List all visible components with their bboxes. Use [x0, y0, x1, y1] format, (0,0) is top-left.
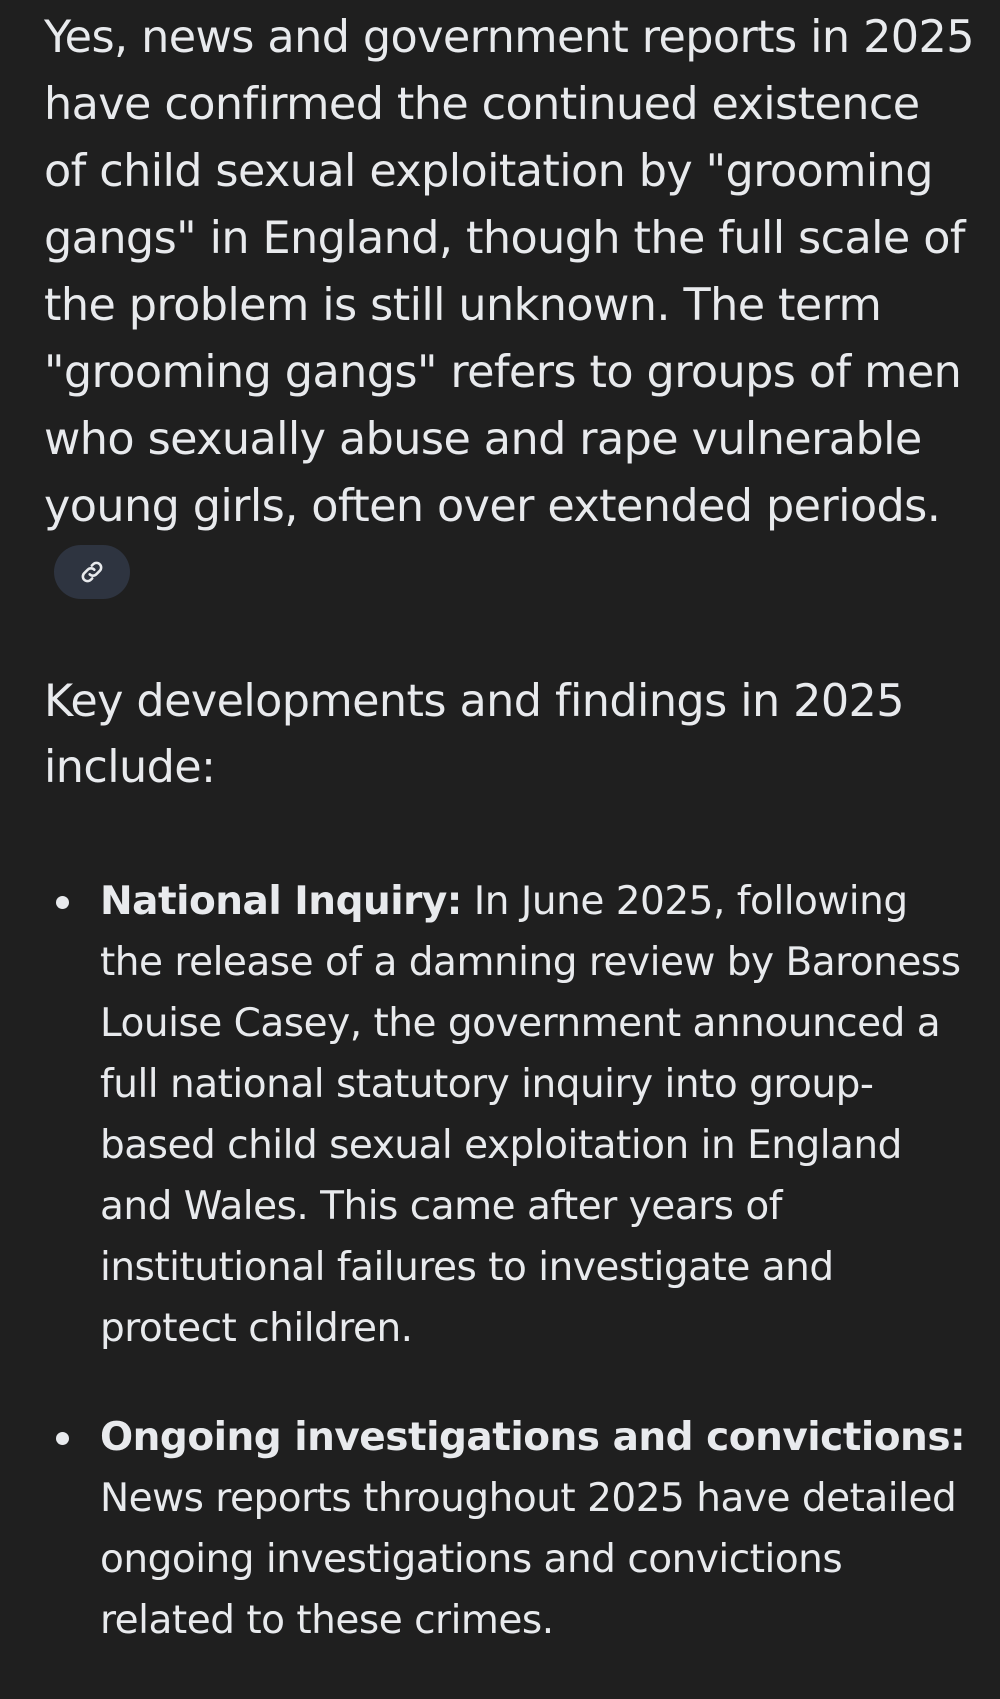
intro-text: Yes, news and government reports in 2025 have confirmed the continued existence of child sexual exploitation by "grooming gangs" in England, though the full scale of the problem is still unknown. The term "grooming gangs" refers to groups of men who sexually abuse and rape vulnerable young girls, often over extended periods.	[44, 12, 974, 532]
list-item-title: National Inquiry:	[100, 879, 462, 924]
list-item-text: News reports throughout 2025 have detailed ongoing investigations and convictions related to these crimes.	[100, 1476, 957, 1643]
list-item	[44, 871, 974, 1359]
list-item-text: In June 2025, following the release of a damning review by Baroness Louise Casey, the government announced a full national statutory inquiry into group-based child sexual exploitation in England and Wales. This came after years of institutional failures to investigate and protect children.	[100, 879, 961, 1351]
source-link-chip[interactable]	[54, 545, 130, 599]
list-item	[44, 1407, 974, 1651]
findings-list	[44, 871, 974, 1651]
intro-paragraph	[44, 0, 974, 607]
ai-answer	[44, 0, 974, 1699]
link-icon	[78, 558, 106, 586]
bullet-icon	[56, 896, 69, 909]
section-heading: Key developments and findings in 2025 include:	[44, 676, 904, 793]
list-item-title: Ongoing investigations and convictions:	[100, 1415, 966, 1460]
bullet-icon	[56, 1432, 69, 1445]
